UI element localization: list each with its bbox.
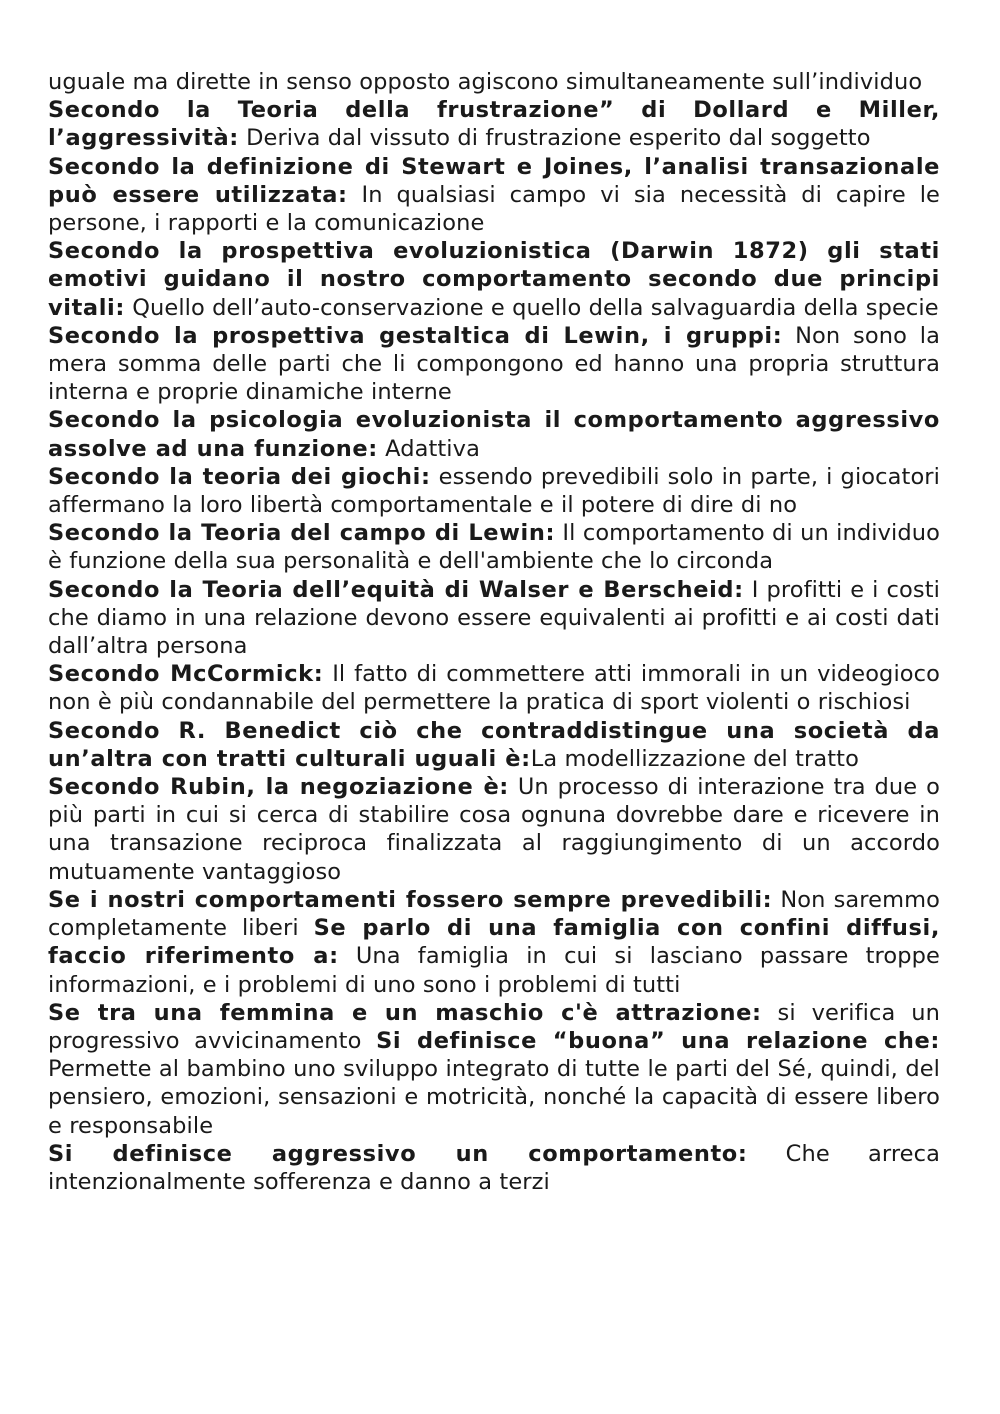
entry-question: Secondo la prospettiva evoluzionistica (Darwin 1872) gli stati emotivi guidano il nostro comportamento secondo due principi vitali:	[48, 238, 940, 321]
entry-question: Secondo McCormick:	[48, 661, 324, 688]
entry-question: Secondo la Teoria della frustrazione” di Dollard e Miller, l’aggressività:	[48, 97, 940, 152]
entry-teoria-campo	[48, 519, 940, 575]
entry-answer: Il fatto di commettere atti immorali in un videogioco non è più condannabile del permettere la pratica di sport violenti o rischiosi	[48, 661, 940, 716]
entry-answer: Adattiva	[377, 435, 480, 462]
entry-teoria-equita	[48, 576, 940, 661]
entry-answer: si verifica un progressivo avvicinamento	[48, 999, 941, 1054]
entry-continuation	[48, 68, 940, 96]
entry-lewin-gestalt	[48, 322, 940, 407]
entry-question: Secondo la definizione di Stewart e Joines, l’analisi transazionale può essere utilizzata:	[48, 153, 940, 208]
entry-question: Se i nostri comportamenti fossero sempre prevedibili:	[48, 886, 773, 913]
document-page	[48, 68, 940, 1196]
entry-question: Secondo la teoria dei giochi:	[48, 463, 431, 490]
entry-answer: In qualsiasi campo vi sia necessità di capire le persone, i rapporti e la comunicazione	[48, 181, 940, 237]
entry-darwin	[48, 237, 940, 322]
entry-answer: La modellizzazione del tratto	[530, 745, 859, 772]
entry-answer: Deriva dal vissuto di frustrazione esperito dal soggetto	[238, 125, 871, 152]
entry-question: Se parlo di una famiglia con confini diffusi, faccio riferimento a:	[48, 915, 940, 970]
entry-question: Si definisce “buona” una relazione che:	[376, 1027, 940, 1054]
entry-answer: Non sono la mera somma delle parti che li compongono ed hanno una propria struttura interna e proprie dinamiche interne	[48, 322, 940, 406]
entry-dollard-miller	[48, 96, 940, 152]
entry-answer: Permette al bambino uno sviluppo integrato di tutte le parti del Sé, quindi, del pensiero, emozioni, sensazioni e motricità, nonché la capacità di essere libero e responsabile	[48, 1056, 940, 1139]
entry-answer: uguale ma dirette in senso opposto agiscono simultaneamente sull’individuo	[48, 69, 923, 95]
entry-answer: Il comportamento di un individuo è funzione della sua personalità e dell'ambiente che lo circonda	[48, 520, 941, 575]
entry-answer: essendo prevedibili solo in parte, i giocatori affermano la loro libertà comportamentale e il potere di dire di no	[48, 463, 941, 519]
entry-question: Secondo la prospettiva gestaltica di Lewin, i gruppi:	[48, 322, 783, 349]
entry-comportamento-aggressivo	[48, 1140, 940, 1196]
entry-answer: Non saremmo completamente liberi	[48, 886, 940, 942]
entry-question: Secondo la Teoria del campo di Lewin:	[48, 520, 556, 547]
entry-answer: Un processo di interazione tra due o più parti in cui si cerca di stabilire cosa ognuna dovrebbe dare e ricevere in una transazione reciproca finalizzata al raggiungimento di un accordo mutuamente vantaggioso	[48, 774, 940, 885]
entry-question: Secondo R. Benedict ciò che contraddistingue una società da un’altra con tratti culturali uguali è:	[48, 717, 940, 772]
entry-answer: Quello dell’auto-conservazione e quello della salvaguardia della specie	[124, 294, 939, 321]
entry-attrazione	[48, 999, 940, 1140]
entry-teoria-giochi	[48, 463, 940, 519]
entry-mccormick	[48, 660, 940, 716]
entry-rubin	[48, 773, 940, 886]
entry-answer: I profitti e i costi che diamo in una relazione devono essere equivalenti ai profitti e ai costi dati dall’altra persona	[48, 576, 940, 660]
entry-stewart-joines	[48, 153, 940, 238]
entry-psicologia-evoluzionista	[48, 406, 940, 462]
entry-question: Secondo la Teoria dell’equità di Walser e Berscheid:	[48, 576, 744, 603]
entry-question: Secondo la psicologia evoluzionista il comportamento aggressivo assolve ad una funzione:	[48, 407, 940, 462]
entry-question: Si definisce aggressivo un comportamento:	[48, 1140, 748, 1167]
entry-question: Secondo Rubin, la negoziazione è:	[48, 774, 509, 801]
entry-comportamenti-prevedibili	[48, 886, 940, 999]
entry-benedict	[48, 717, 940, 773]
entry-answer: Una famiglia in cui si lasciano passare troppe informazioni, e i problemi di uno sono i problemi di tutti	[48, 943, 940, 998]
entry-answer: Che arreca intenzionalmente sofferenza e danno a terzi	[48, 1140, 940, 1195]
entry-question: Se tra una femmina e un maschio c'è attrazione:	[48, 999, 762, 1026]
